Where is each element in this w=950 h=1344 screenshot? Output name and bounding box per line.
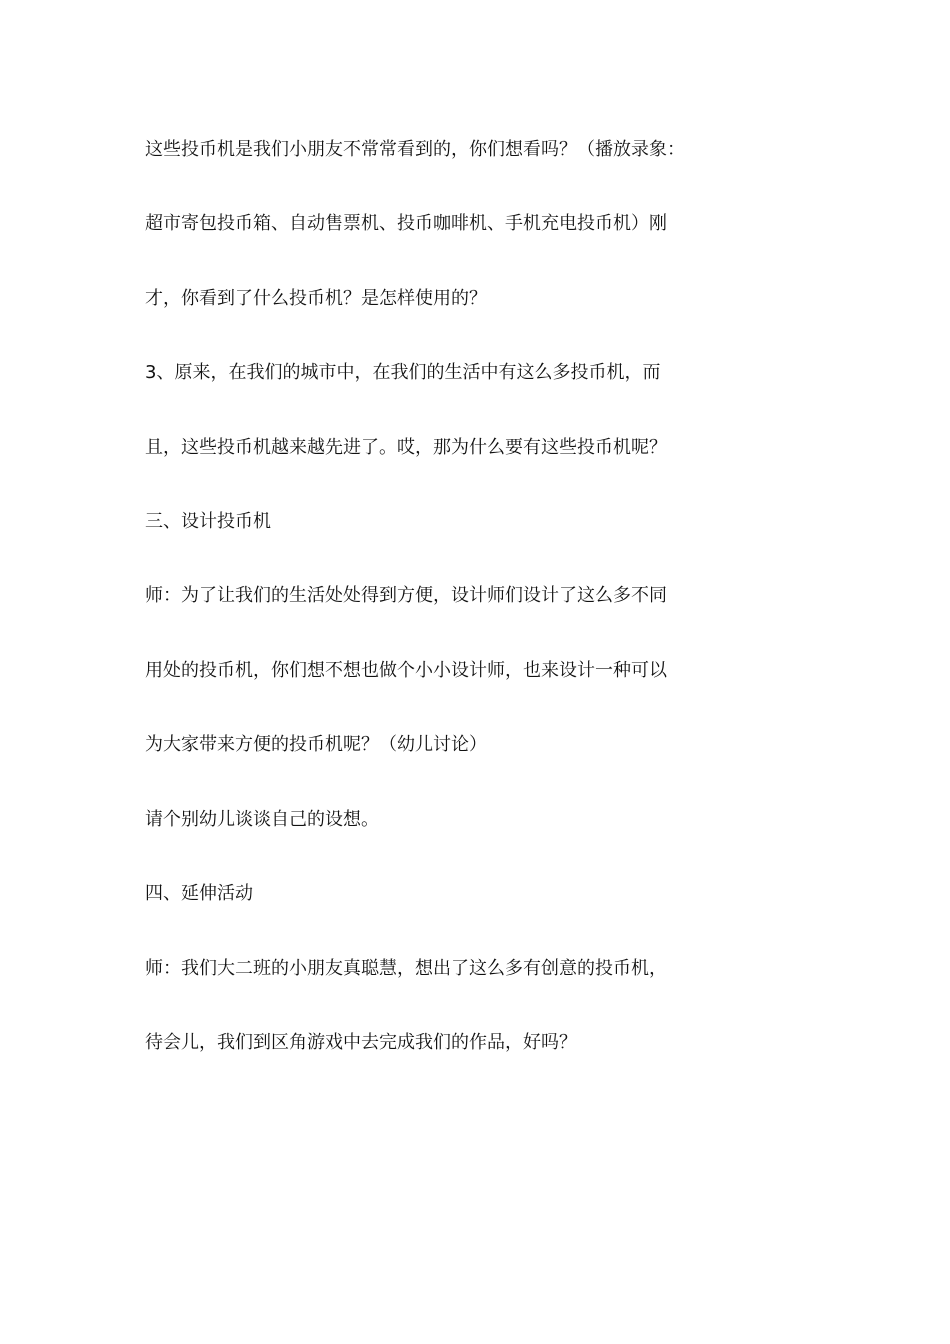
text-line: 师：为了让我们的生活处处得到方便，设计师们设计了这么多不同	[145, 585, 667, 606]
section-heading: 四、延伸活动	[145, 883, 253, 904]
text-line: 超市寄包投币箱、自动售票机、投币咖啡机、手机充电投币机）刚	[145, 213, 667, 234]
text-line: 才，你看到了什么投币机？是怎样使用的？	[145, 288, 487, 309]
text-line: 师：我们大二班的小朋友真聪慧，想出了这么多有创意的投币机，	[145, 958, 667, 979]
text-line: 且，这些投币机越来越先进了。哎，那为什么要有这些投币机呢？	[145, 437, 667, 458]
text-line: 待会儿，我们到区角游戏中去完成我们的作品，好吗？	[145, 1032, 577, 1053]
text-line: 请个别幼儿谈谈自己的设想。	[145, 809, 379, 830]
text-line: 这些投币机是我们小朋友不常常看到的，你们想看吗？（播放录象：	[145, 139, 685, 160]
section-heading: 三、设计投币机	[145, 511, 271, 532]
text-line: 3、原来，在我们的城市中，在我们的生活中有这么多投币机，而	[145, 362, 661, 383]
text-line: 为大家带来方便的投币机呢？（幼儿讨论）	[145, 734, 487, 755]
text-line: 用处的投币机，你们想不想也做个小小设计师，也来设计一种可以	[145, 660, 667, 681]
